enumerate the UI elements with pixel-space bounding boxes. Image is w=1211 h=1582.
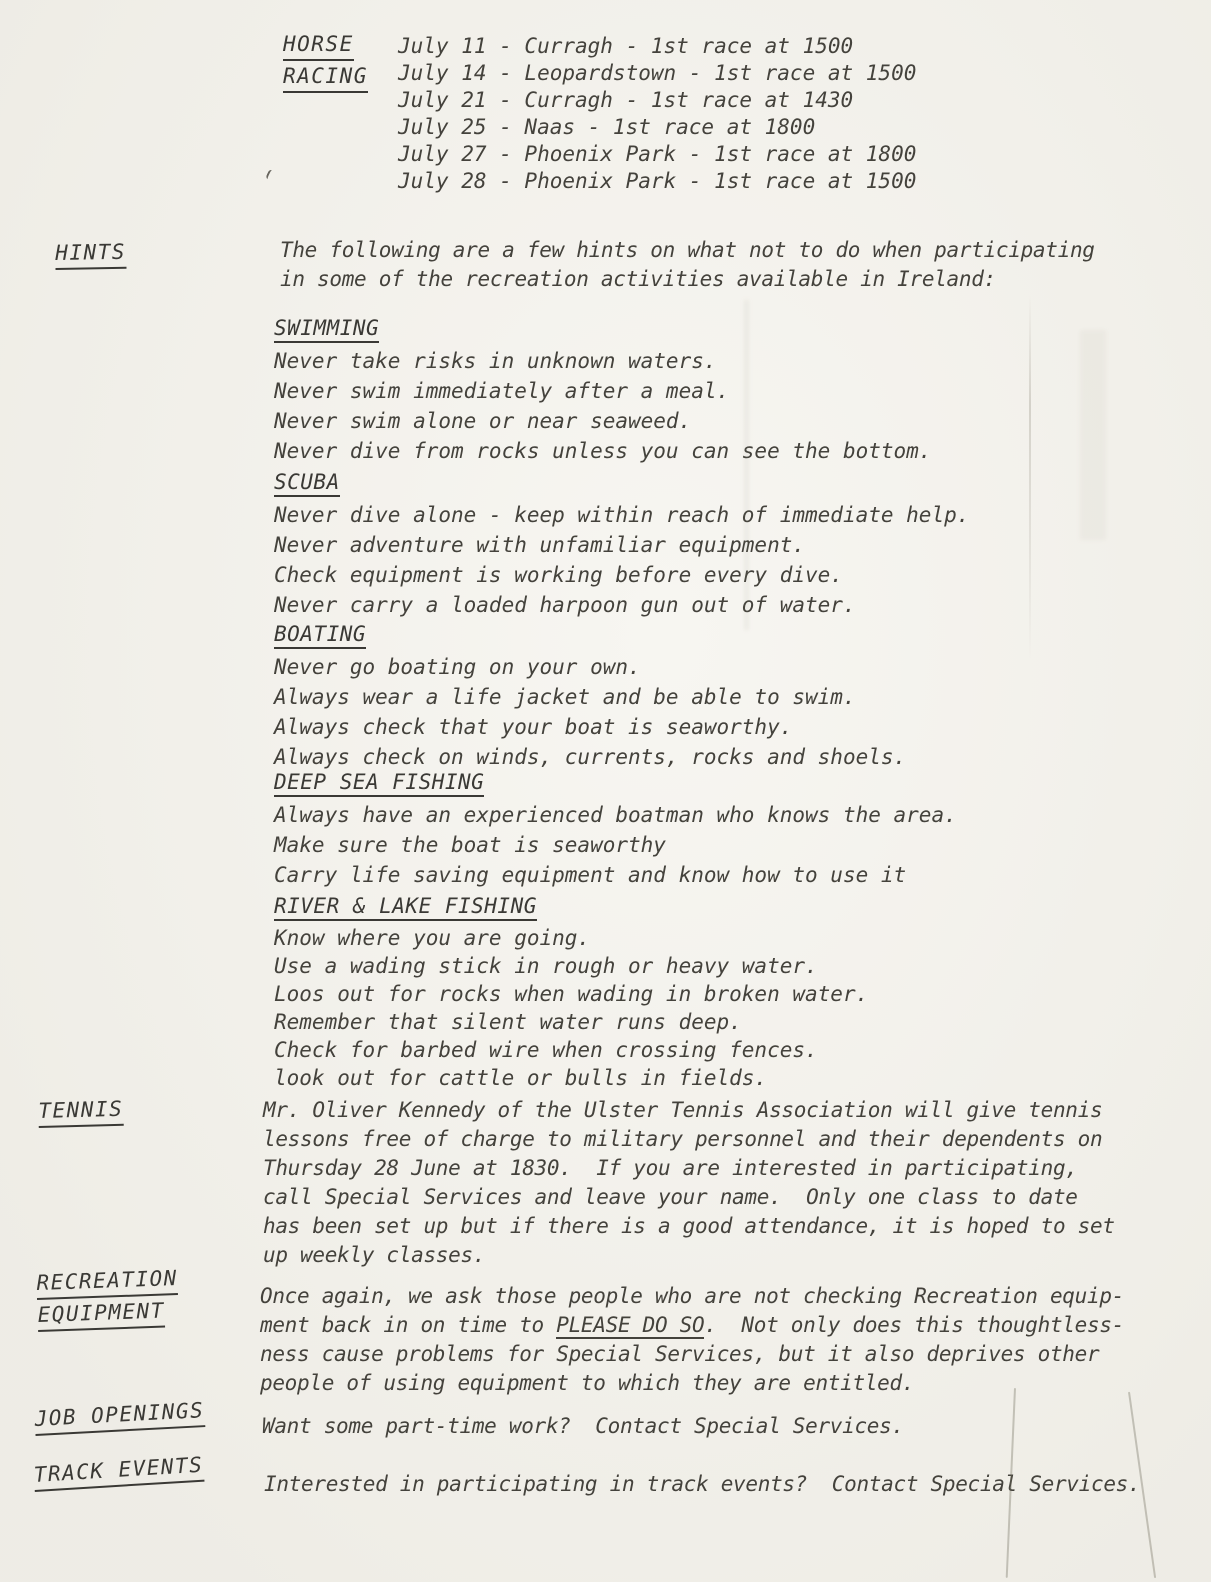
section-title-swimming: SWIMMING <box>274 316 379 343</box>
hint-line: Never carry a loaded harpoon gun out of water. <box>274 593 856 617</box>
recreation-line: people of using equipment to which they are entitled. <box>260 1371 915 1395</box>
bleed-through-smudge <box>745 300 748 630</box>
bleed-through-smudge <box>1080 330 1106 540</box>
hints-section-river-lake-fishing <box>274 894 868 1092</box>
job-openings-text: Want some part-time work? Contact Special Services. <box>262 1414 904 1438</box>
hints-section-boating <box>274 622 906 772</box>
hint-line: Always check that your boat is seaworthy. <box>274 715 793 739</box>
tennis-line: Mr. Oliver Kennedy of the Ulster Tennis Association will give tennis <box>263 1098 1103 1122</box>
hint-line: Know where you are going. <box>274 926 591 950</box>
section-title-scuba: SCUBA <box>274 470 340 497</box>
hint-line: Loos out for rocks when wading in broken water. <box>274 982 869 1006</box>
hints-label: HINTS <box>55 239 126 270</box>
hint-line: Never dive alone - keep within reach of immediate help. <box>274 503 970 527</box>
stray-ink-mark <box>265 169 276 181</box>
please-do-so-underlined: PLEASE DO SO <box>556 1313 705 1337</box>
hints-section-deep-sea-fishing <box>274 770 957 890</box>
section-title-deep-sea-fishing: DEEP SEA FISHING <box>274 770 484 797</box>
hint-line: Always wear a life jacket and be able to swim. <box>274 685 856 709</box>
hint-line: Never dive from rocks unless you can see the bottom. <box>274 439 932 463</box>
hints-intro <box>280 236 1095 294</box>
recreation-line <box>260 1311 1124 1340</box>
hint-line: Never swim immediately after a meal. <box>274 379 730 403</box>
hint-line: Never swim alone or near seaweed. <box>274 409 692 433</box>
job-openings-label: JOB OPENINGS <box>34 1397 205 1436</box>
tennis-paragraph <box>263 1096 1115 1270</box>
paper-crease-line <box>1029 295 1031 660</box>
recreation-equipment-paragraph <box>260 1282 1124 1398</box>
race-schedule-row: July 21 - Curragh - 1st race at 1430 <box>398 88 854 112</box>
hint-line: Always check on winds, currents, rocks and shoels. <box>274 745 907 769</box>
tennis-line: has been set up but if there is a good attendance, it is hoped to set <box>263 1214 1115 1238</box>
track-events-text: Interested in participating in track events? Contact Special Services. <box>264 1472 1141 1496</box>
hints-intro-line: The following are a few hints on what not to do when participating <box>280 238 1095 262</box>
hint-line: Always have an experienced boatman who knows the area. <box>274 803 957 827</box>
race-schedule-row: July 25 - Naas - 1st race at 1800 <box>398 115 816 139</box>
race-schedule-row: July 11 - Curragh - 1st race at 1500 <box>398 34 854 58</box>
horse-racing-label-line1: HORSE <box>283 31 354 61</box>
hint-line: Make sure the boat is seaworthy <box>274 833 666 857</box>
horse-racing-label-line2: RACING <box>283 63 368 93</box>
hint-line: Check equipment is working before every dive. <box>274 563 843 587</box>
recreation-line: Once again, we ask those people who are not checking Recreation equip- <box>260 1284 1125 1308</box>
recreation-line2-pre: ment back in on time to <box>260 1313 557 1337</box>
hint-line: Never go boating on your own. <box>274 655 641 679</box>
section-title-river-lake-fishing: RIVER & LAKE FISHING <box>274 894 537 921</box>
recreation-line: ness cause problems for Special Services, but it also deprives other <box>260 1342 1100 1366</box>
tennis-label: TENNIS <box>38 1096 124 1128</box>
tennis-line: up weekly classes. <box>263 1243 486 1267</box>
hint-line: look out for cattle or bulls in fields. <box>274 1066 768 1090</box>
recreation-line2-post: . Not only does this thoughtless- <box>704 1313 1125 1337</box>
section-title-boating: BOATING <box>274 622 366 649</box>
recreation-equipment-label: RECREATION EQUIPMENT <box>36 1265 180 1332</box>
hints-section-swimming <box>274 316 931 466</box>
tennis-line: lessons free of charge to military personnel and their dependents on <box>263 1127 1103 1151</box>
track-events-label: TRACK EVENTS <box>33 1452 204 1492</box>
hints-intro-line: in some of the recreation activities available in Ireland: <box>280 267 996 291</box>
race-schedule-row: July 27 - Phoenix Park - 1st race at 1800 <box>398 142 917 166</box>
tennis-line: Thursday 28 June at 1830. If you are interested in participating, <box>263 1156 1078 1180</box>
horse-racing-label <box>283 31 368 93</box>
tennis-line: call Special Services and leave your name. Only one class to date <box>263 1185 1078 1209</box>
horse-racing-schedule <box>398 33 916 195</box>
hint-line: Remember that silent water runs deep. <box>274 1010 742 1034</box>
hint-line: Never take risks in unknown waters. <box>274 349 717 373</box>
hint-line: Carry life saving equipment and know how to use it <box>274 863 907 887</box>
hint-line: Check for barbed wire when crossing fences. <box>274 1038 818 1062</box>
hint-line: Use a wading stick in rough or heavy water. <box>274 954 818 978</box>
race-schedule-row: July 28 - Phoenix Park - 1st race at 1500 <box>398 169 917 193</box>
hints-section-scuba <box>274 470 969 620</box>
race-schedule-row: July 14 - Leopardstown - 1st race at 1500 <box>398 61 917 85</box>
hint-line: Never adventure with unfamiliar equipment. <box>274 533 806 557</box>
